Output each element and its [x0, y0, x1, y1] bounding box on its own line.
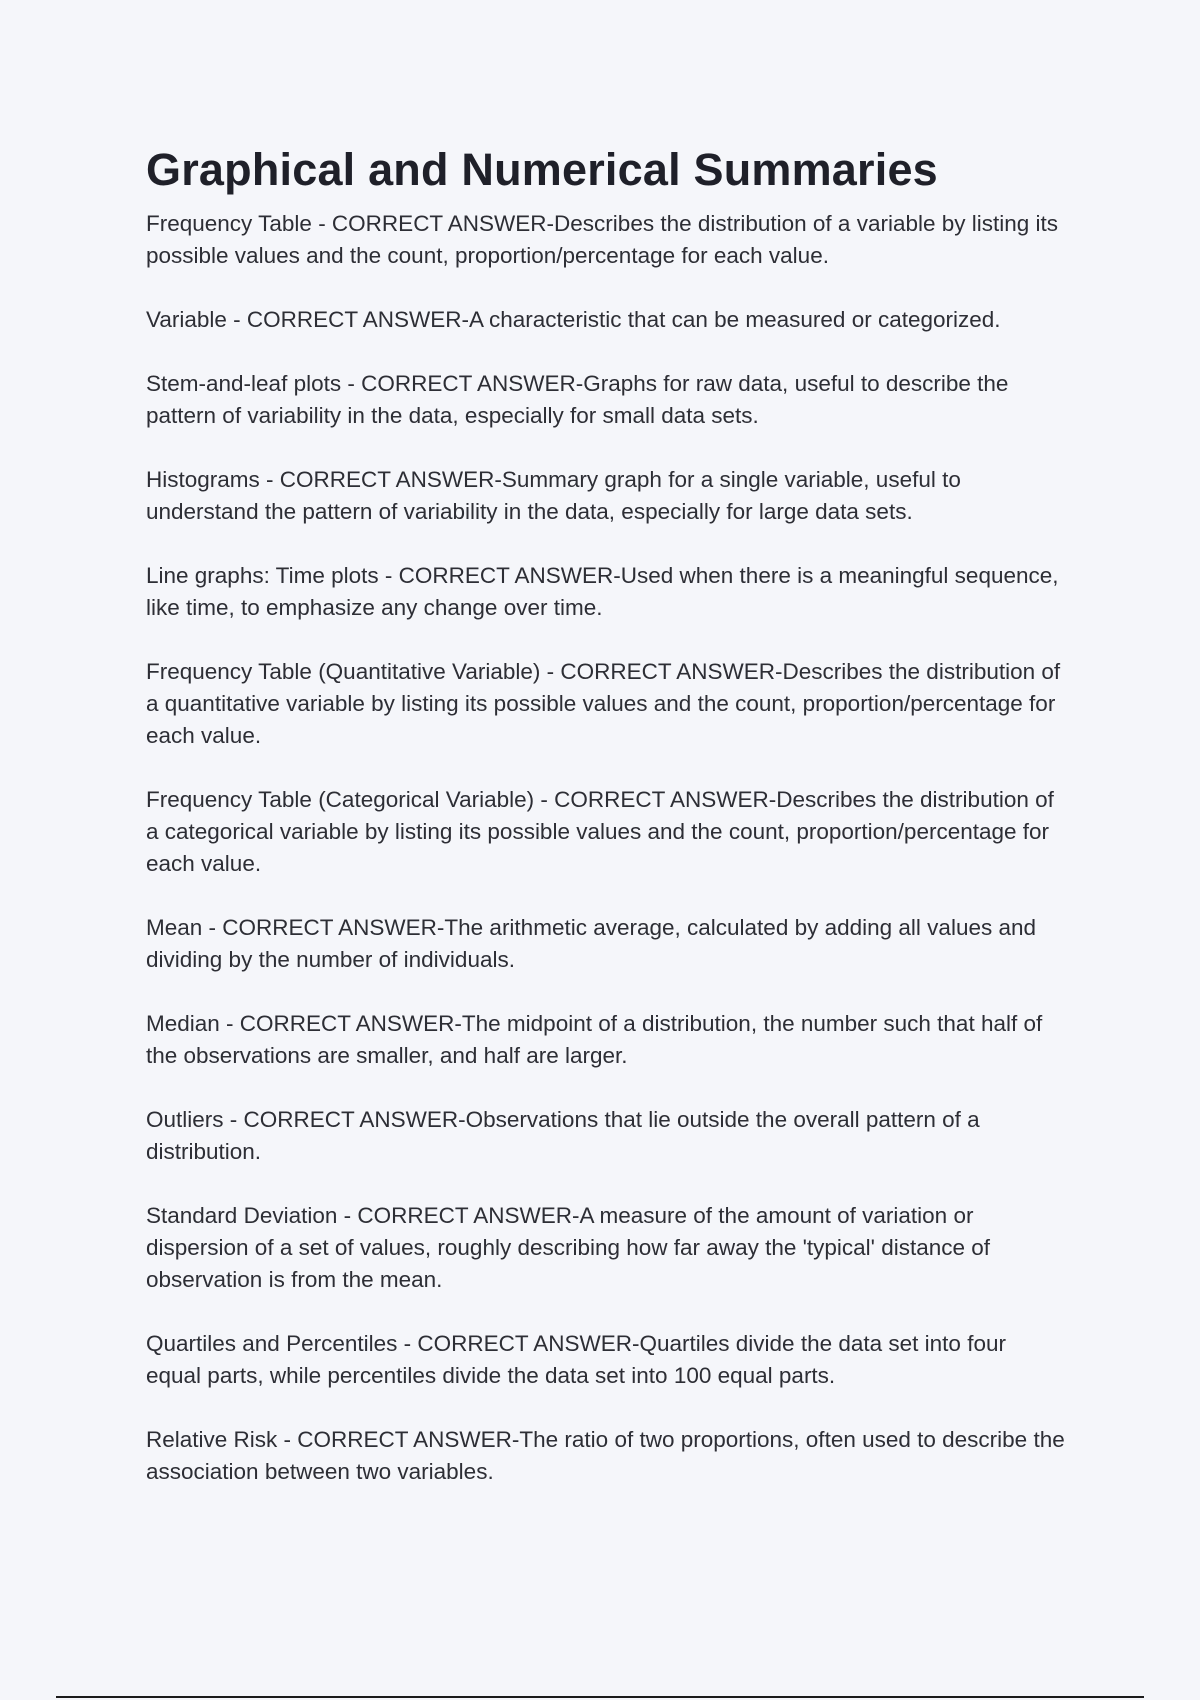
entry-separator: - CORRECT ANSWER- — [277, 1427, 520, 1452]
entry-term: Frequency Table (Categorical Variable) — [146, 787, 535, 812]
entry-separator: - CORRECT ANSWER- — [540, 659, 783, 684]
entry-term: Relative Risk — [146, 1427, 278, 1452]
entry-term: Mean — [146, 915, 203, 940]
entry-separator: - CORRECT ANSWER- — [397, 1331, 640, 1356]
entry-definition: The ratio of two proportions, often used to describe the association between two variables. — [146, 1427, 1065, 1484]
entry-histograms — [146, 464, 1066, 528]
entry-definition: Summary graph for a single variable, useful to understand the pattern of variability in the data, especially for large data sets. — [146, 467, 961, 524]
entry-term: Standard Deviation — [146, 1203, 338, 1228]
entry-definition: The midpoint of a distribution, the number such that half of the observations are smaller, and half are larger. — [146, 1011, 1043, 1068]
entry-definition: Describes the distribution of a categorical variable by listing its possible values and the count, proportion/percentage for each value. — [146, 787, 1054, 876]
entry-variable — [146, 304, 1066, 336]
entry-definition: Graphs for raw data, useful to describe the pattern of variability in the data, especially for small data sets. — [146, 371, 1009, 428]
entry-separator: - CORRECT ANSWER- — [311, 211, 555, 236]
entry-frequency-table-quantitative — [146, 656, 1066, 752]
entry-term: Outliers — [146, 1107, 224, 1132]
entry-stem-and-leaf-plots — [146, 368, 1066, 432]
entry-term: Variable — [146, 307, 227, 332]
entry-definition: Describes the distribution of a variable by listing its possible values and the count, proportion/percentage for each value. — [146, 211, 1059, 268]
entry-relative-risk — [146, 1424, 1066, 1488]
entry-separator: - CORRECT ANSWER- — [259, 467, 502, 492]
entry-mean — [146, 912, 1066, 976]
entry-standard-deviation — [146, 1200, 1066, 1296]
entry-separator: - CORRECT ANSWER- — [202, 915, 445, 940]
entry-separator: - CORRECT ANSWER- — [341, 371, 584, 396]
entry-separator: - CORRECT ANSWER- — [337, 1203, 580, 1228]
footer-divider — [56, 1696, 1144, 1698]
entry-separator: - CORRECT ANSWER- — [219, 1011, 462, 1036]
entry-quartiles-and-percentiles — [146, 1328, 1066, 1392]
document-page — [146, 140, 1066, 1520]
entry-definition: A characteristic that can be measured or categorized. — [469, 307, 1001, 332]
entry-definition: Observations that lie outside the overall pattern of a distribution. — [146, 1107, 980, 1164]
entry-separator: - CORRECT ANSWER- — [226, 307, 469, 332]
entry-term: Frequency Table (Quantitative Variable) — [146, 659, 541, 684]
entry-frequency-table — [146, 208, 1066, 272]
entry-separator: - CORRECT ANSWER- — [534, 787, 777, 812]
entry-definition: Describes the distribution of a quantitative variable by listing its possible values and the count, proportion/percentage for each value. — [146, 659, 1061, 748]
entry-term: Median — [146, 1011, 220, 1036]
entry-term: Histograms — [146, 467, 260, 492]
entry-median — [146, 1008, 1066, 1072]
entry-separator: - CORRECT ANSWER- — [223, 1107, 466, 1132]
entry-term: Line graphs: Time plots — [146, 563, 379, 588]
entry-definition: The arithmetic average, calculated by adding all values and dividing by the number of individuals. — [146, 915, 1037, 972]
entry-definition: A measure of the amount of variation or dispersion of a set of values, roughly describing how far away the 'typical' distance of observation is from the mean. — [146, 1203, 991, 1292]
entry-term: Frequency Table — [146, 211, 312, 236]
entry-definition: Used when there is a meaningful sequence, like time, to emphasize any change over time. — [146, 563, 1059, 620]
entry-frequency-table-categorical — [146, 784, 1066, 880]
entry-term: Quartiles and Percentiles — [146, 1331, 398, 1356]
entry-term: Stem-and-leaf plots — [146, 371, 342, 396]
entry-definition: Quartiles divide the data set into four equal parts, while percentiles divide the data set into 100 equal parts. — [146, 1331, 1006, 1388]
entry-line-graphs — [146, 560, 1066, 624]
entry-outliers — [146, 1104, 1066, 1168]
page-title: Graphical and Numerical Summaries — [146, 144, 938, 195]
entry-separator: - CORRECT ANSWER- — [378, 563, 621, 588]
